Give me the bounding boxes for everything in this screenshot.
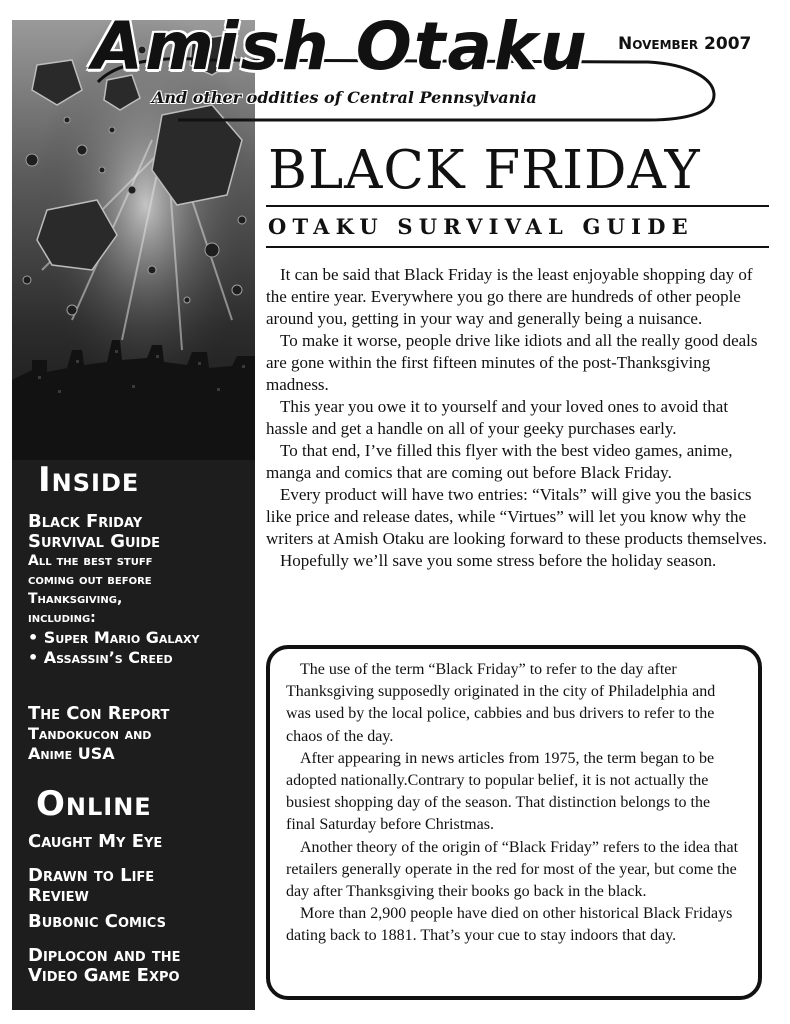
inside-bullet-item bbox=[28, 628, 250, 648]
bullet-label: Super Mario Galaxy bbox=[43, 628, 200, 647]
inside-section-detail: coming out before bbox=[28, 572, 152, 588]
article-body bbox=[266, 264, 768, 572]
inside-section-detail: including: bbox=[28, 610, 96, 626]
inside-bullet-item bbox=[28, 648, 250, 668]
sidebox-paragraph: Another theory of the origin of “Black Friday” refers to the idea that retailers generally operate in the red for most of the year, but come the day after Thanksgiving their books go back in the black. bbox=[286, 838, 739, 901]
page-title: BLACK FRIDAY bbox=[268, 140, 701, 201]
online-item bbox=[28, 832, 250, 852]
sidebox-paragraph: After appearing in news articles from 1975, the term began to be adopted nationally.Contrary to popular belief, it is not actually the busiest shopping day of the season. That distinction belongs to the final Saturday before Christmas. bbox=[286, 749, 715, 834]
inside-section-detail: Anime USA bbox=[28, 744, 115, 763]
article-paragraph: To make it worse, people drive like idiots and all the really good deals are gone within the first fifteen minutes of the post-Thanksgiving madness. bbox=[266, 331, 758, 394]
left-column bbox=[12, 20, 255, 1010]
inside-section-detail: Tandokucon and bbox=[28, 724, 152, 743]
inside-section-title: Survival Guide bbox=[28, 531, 161, 552]
issue-date: November 2007 bbox=[618, 34, 752, 54]
page-subtitle: OTAKU SURVIVAL GUIDE bbox=[268, 214, 694, 239]
article-paragraph: Hopefully we’ll save you some stress before the holiday season. bbox=[280, 551, 717, 570]
inside-section-title: Black Friday bbox=[28, 511, 143, 532]
article-paragraph: To that end, I’ve filled this flyer with the best video games, anime, manga and comics that are coming out before Black Friday. bbox=[266, 441, 733, 482]
inside-section-detail: All the best stuff bbox=[28, 553, 153, 569]
bullet-icon: • bbox=[28, 628, 44, 647]
subhead-bottom-rule bbox=[266, 246, 769, 248]
masthead-title: Amish Otaku bbox=[92, 8, 589, 85]
subhead-top-rule bbox=[266, 205, 769, 207]
bullet-icon: • bbox=[28, 648, 44, 667]
online-item bbox=[28, 946, 250, 986]
bullet-label: Assassin’s Creed bbox=[43, 648, 173, 667]
article-paragraph: This year you owe it to yourself and your loved ones to avoid that hassle and get a handle on all of your geeky purchases early. bbox=[266, 397, 729, 438]
inside-section-detail: Thanksgiving, bbox=[28, 591, 123, 607]
masthead-tagline: And other oddities of Central Pennsylvania bbox=[152, 88, 537, 107]
inside-section-black-friday bbox=[28, 512, 250, 668]
online-item-label: Review bbox=[28, 885, 89, 906]
online-item-label: Bubonic Comics bbox=[28, 911, 166, 932]
online-item-label: Caught My Eye bbox=[28, 831, 163, 852]
article-paragraph: Every product will have two entries: “Vitals” will give you the basics like price and release dates, while “Virtues” will let you know why the writers at Amish Otaku are looking forward to these products themselves. bbox=[266, 485, 767, 548]
sidebar-contents bbox=[12, 460, 255, 1010]
history-sidebox bbox=[266, 645, 762, 1000]
article-paragraph: It can be said that Black Friday is the least enjoyable shopping day of the entire year. Everywhere you go there are hundreds of other people around you, getting in your way and generally being a nuisance. bbox=[266, 265, 753, 328]
online-item bbox=[28, 866, 250, 906]
online-item-label: Video Game Expo bbox=[28, 965, 180, 986]
online-item-label: Diplocon and the bbox=[28, 945, 181, 966]
inside-section-title: The Con Report bbox=[28, 703, 170, 724]
inside-heading: Inside bbox=[38, 460, 140, 500]
sidebox-paragraph: The use of the term “Black Friday” to refer to the day after Thanksgiving supposedly originated in the city of Philadelphia and was used by the local police, cabbies and bus drivers to refer to the chaos of the day. bbox=[286, 661, 716, 745]
sidebox-paragraph: More than 2,900 people have died on other historical Black Fridays dating back to 1881. That’s your cue to stay indoors that day. bbox=[286, 905, 733, 945]
online-item bbox=[28, 912, 250, 932]
inside-section-con-report bbox=[28, 704, 250, 764]
online-heading: Online bbox=[36, 784, 152, 824]
online-item-label: Drawn to Life bbox=[28, 865, 155, 886]
